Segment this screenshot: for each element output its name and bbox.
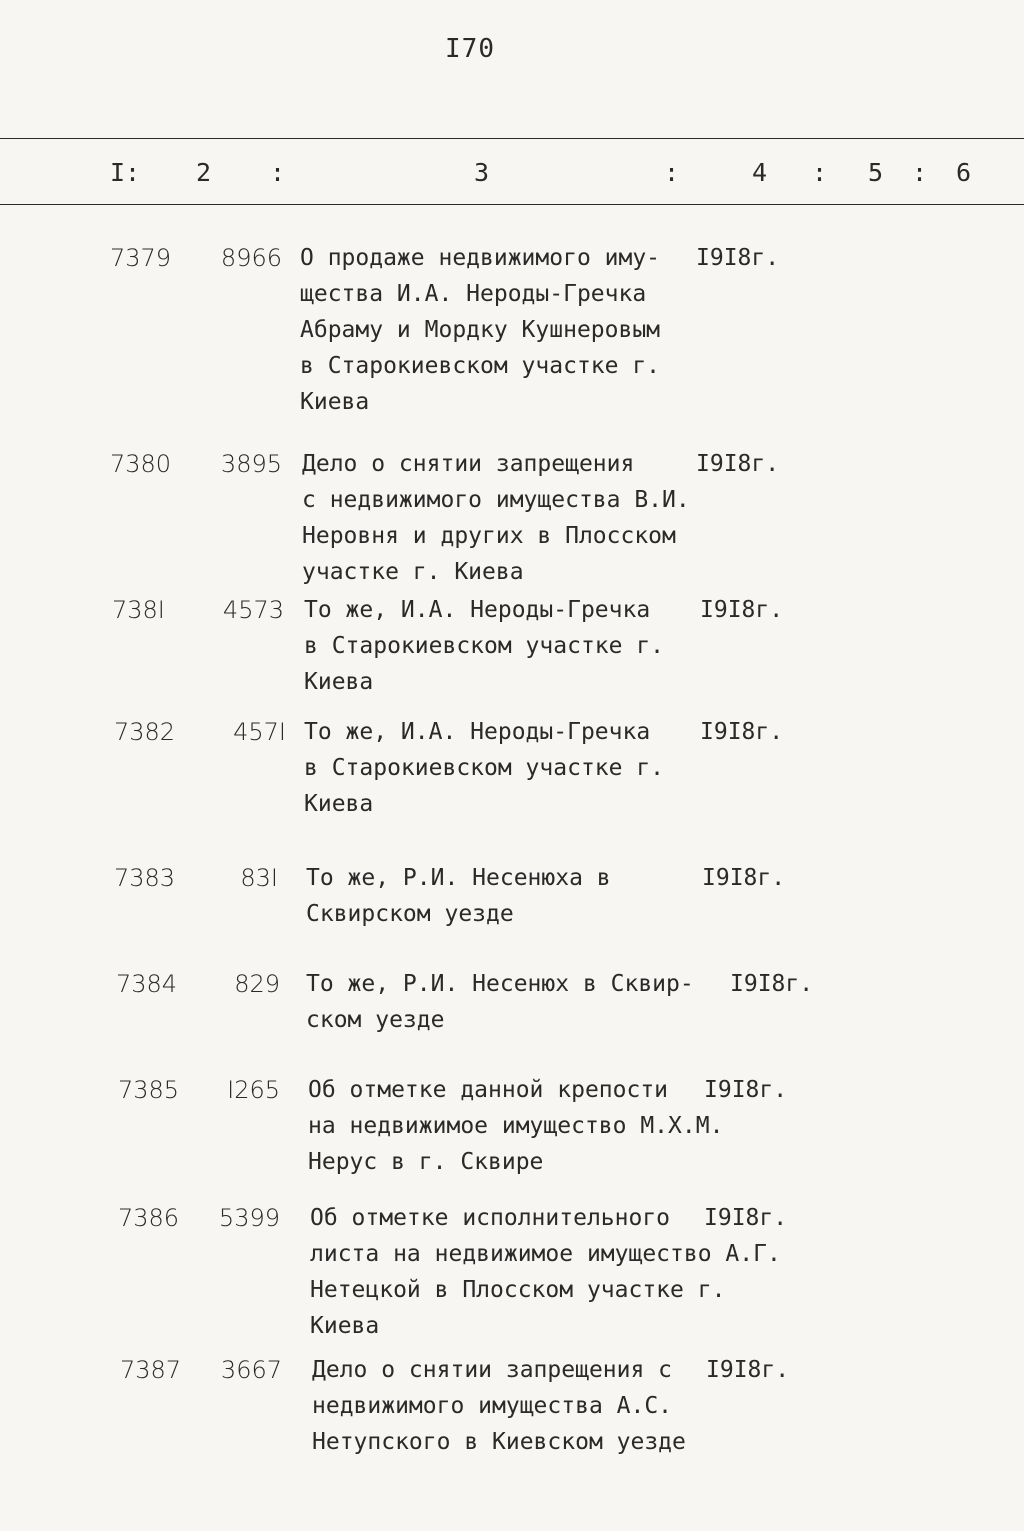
column-header-5: 5: [868, 158, 884, 187]
column-header-4: 4: [752, 158, 768, 187]
entry-number: 7386: [118, 1204, 180, 1232]
entry-description: [304, 714, 724, 822]
description-line: То же, И.А. Нероды-Гречка: [304, 719, 651, 745]
description-line: в Старокиевском участке г.: [304, 755, 665, 781]
entry-number: 7379: [110, 244, 172, 272]
description-line: Дело о снятии запрещения с: [312, 1357, 673, 1383]
description-line: Киева: [300, 389, 370, 415]
entry-description: [304, 592, 724, 700]
entry-description: [302, 446, 722, 590]
column-separator: :: [812, 158, 828, 187]
column-separator: :: [912, 158, 928, 187]
description-line: с недвижимого имущества В.И.: [302, 487, 690, 513]
description-line: Сквирском уезде: [306, 901, 514, 927]
column-separator: :: [664, 158, 680, 187]
description-line: Об отметке данной крепости: [308, 1077, 669, 1103]
entry-year: I9I8г.: [696, 451, 780, 477]
description-line: щества И.А. Нероды-Гречка: [300, 281, 647, 307]
entry-year: I9I8г.: [696, 245, 780, 271]
entry-description: [306, 966, 726, 1038]
entry-year: I9I8г.: [706, 1357, 790, 1383]
entry-code: 3895: [220, 450, 282, 478]
entry-description: [312, 1352, 732, 1460]
description-line: То же, Р.И. Несенюха в: [306, 865, 611, 891]
description-line: листа на недвижимое имущество А.Г.: [310, 1241, 781, 1267]
description-line: Дело о снятии запрещения: [302, 451, 635, 477]
description-line: недвижимого имущества А.С.: [312, 1393, 673, 1419]
entry-code: 457I: [233, 718, 286, 746]
entry-number: 7385: [118, 1076, 180, 1104]
description-line: в Старокиевском участке г.: [300, 353, 661, 379]
entry-code: 829: [234, 970, 280, 998]
description-line: О продаже недвижимого иму-: [300, 245, 661, 271]
page-number: I70: [445, 34, 495, 64]
entry-code: 4573: [222, 596, 284, 624]
entry-number: 7383: [114, 864, 176, 892]
description-line: Нерус в г. Сквире: [308, 1149, 544, 1175]
entry-year: I9I8г.: [700, 597, 784, 623]
description-line: Нетецкой в Плосском участке г.: [310, 1277, 726, 1303]
entry-code: 8966: [220, 244, 282, 272]
entry-year: I9I8г.: [704, 1077, 788, 1103]
entry-code: 3667: [220, 1356, 282, 1384]
description-line: ском уезде: [306, 1007, 445, 1033]
entry-number: 7384: [116, 970, 178, 998]
entry-code: 5399: [218, 1204, 280, 1232]
description-line: Нетупского в Киевском уезде: [312, 1429, 686, 1455]
column-header-6: 6: [956, 158, 972, 187]
entry-code: I265: [227, 1076, 280, 1104]
description-line: Киева: [304, 669, 374, 695]
entry-description: [306, 860, 726, 932]
header-bottom-rule: [0, 204, 1024, 205]
header-top-rule: [0, 138, 1024, 139]
description-line: в Старокиевском участке г.: [304, 633, 665, 659]
entry-year: I9I8г.: [700, 719, 784, 745]
column-header-3: 3: [474, 158, 490, 187]
entry-description: [308, 1072, 728, 1180]
description-line: Неровня и других в Плосском: [302, 523, 676, 549]
entry-number: 7380: [110, 450, 172, 478]
entry-number: 7382: [114, 718, 176, 746]
column-header-2: 2: [196, 158, 212, 187]
description-line: на недвижимое имущество М.Х.М.: [308, 1113, 724, 1139]
entry-number: 7387: [120, 1356, 182, 1384]
entry-year: I9I8г.: [730, 971, 814, 997]
entry-year: I9I8г.: [704, 1205, 788, 1231]
entry-code: 83I: [240, 864, 278, 892]
description-line: Абраму и Мордку Кушнеровым: [300, 317, 661, 343]
entry-year: I9I8г.: [702, 865, 786, 891]
entry-description: [300, 240, 720, 420]
description-line: участке г. Киева: [302, 559, 524, 585]
description-line: То же, И.А. Нероды-Гречка: [304, 597, 651, 623]
entry-number: 738I: [112, 596, 165, 624]
column-separator: :: [270, 158, 286, 187]
column-header-1: I:: [110, 158, 141, 187]
description-line: Киева: [304, 791, 374, 817]
description-line: То же, Р.И. Несенюх в Сквир-: [306, 971, 694, 997]
description-line: Об отметке исполнительного: [310, 1205, 671, 1231]
description-line: Киева: [310, 1313, 380, 1339]
